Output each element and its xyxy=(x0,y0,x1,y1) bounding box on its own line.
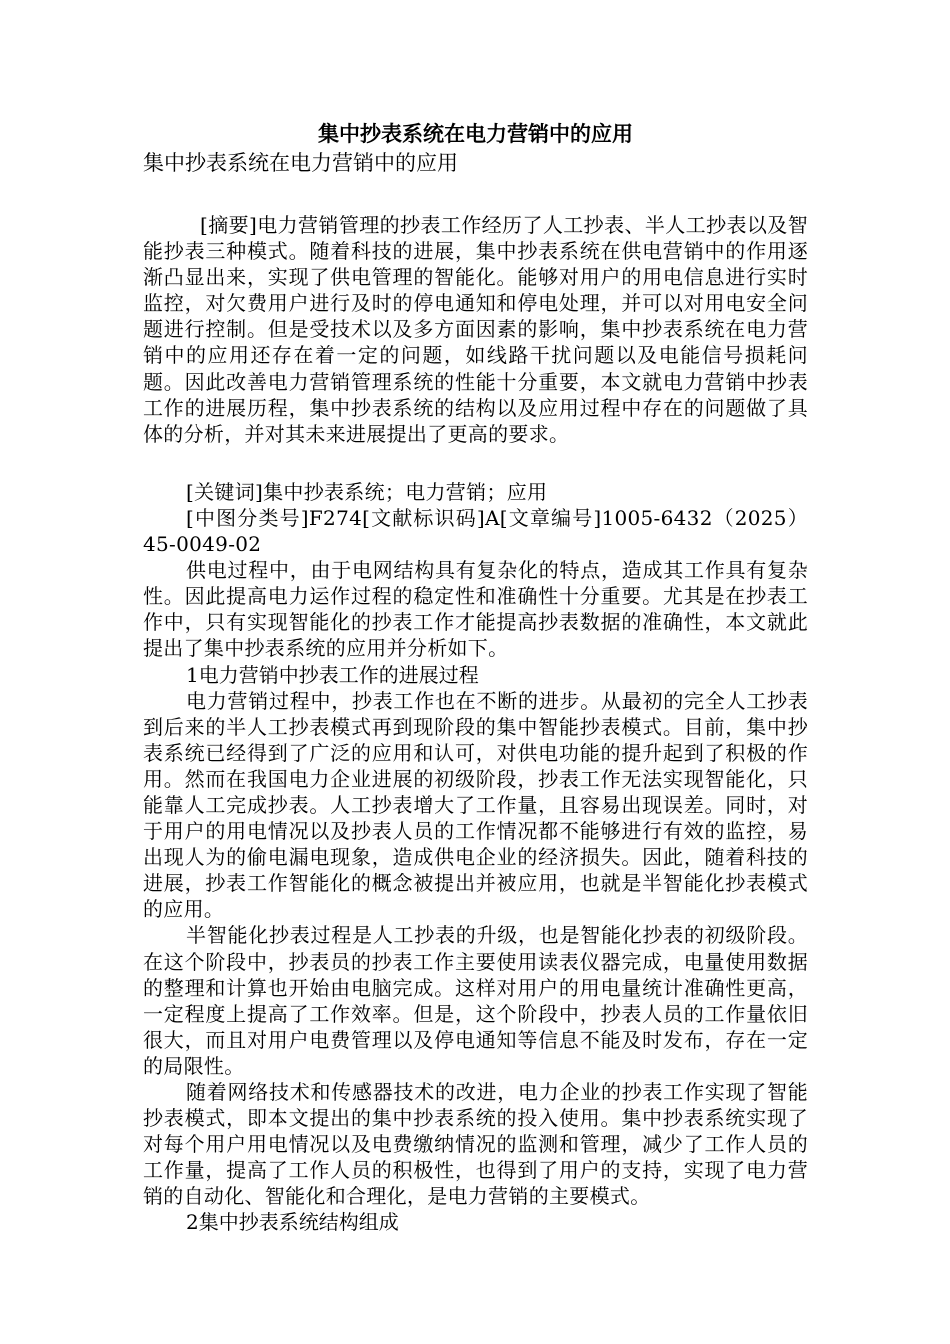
intro-paragraph: 供电过程中，由于电网结构具有复杂化的特点，造成其工作具有复杂性。因此提高电力运作过程的稳定性和准确性十分重要。尤其是在抄表工作中，只有实现智能化的抄表工作才能提高抄表数据的准确性，本文就此提出了集中抄表系统的应用并分析如下。 xyxy=(143,558,808,661)
keywords-line: [关键词]集中抄表系统；电力营销；应用 xyxy=(186,479,548,504)
spacer xyxy=(143,176,808,212)
abstract-paragraph: [摘要]电力营销管理的抄表工作经历了人工抄表、半人工抄表以及智能抄表三种模式。随着科技的进展，集中抄表系统在供电营销中的作用逐渐凸显出来，实现了供电管理的智能化。能够对用户的用电信息进行实时监控，对欠费用户进行及时的停电通知和停电处理，并可以对用电安全问题进行控制。但是受技术以及多方面因素的影响，集中抄表系统在电力营销中的应用还存在着一定的问题，如线路干扰问题以及电能信号损耗问题。因此改善电力营销管理系统的性能十分重要，本文就电力营销中抄表工作的进展历程，集中抄表系统的结构以及应用过程中存在的问题做了具体的分析，并对其未来进展提出了更高的要求。 xyxy=(143,213,808,446)
document-title: 集中抄表系统在电力营销中的应用 xyxy=(318,121,633,146)
section1-paragraph-2: 半智能化抄表过程是人工抄表的升级，也是智能化抄表的初级阶段。在这个阶段中，抄表员的抄表工作主要使用读表仪器完成，电量使用数据的整理和计算也开始由电脑完成。这样对用户的用电量统计准确性更高，一定程度上提高了工作效率。但是，这个阶段中，抄表人员的工作量依旧很大，而且对用户电费管理以及停电通知等信息不能及时发布，存在一定的局限性。 xyxy=(143,923,808,1078)
section-heading-1: 1电力营销中抄表工作的进展过程 xyxy=(186,662,479,687)
section-heading-2: 2集中抄表系统结构组成 xyxy=(186,1210,399,1235)
section1-paragraph-3: 随着网络技术和传感器技术的改进，电力企业的抄表工作实现了智能抄表模式，即本文提出的集中抄表系统的投入使用。集中抄表系统实现了对每个用户用电情况以及电费缴纳情况的监测和管理，减少了工作人员的工作量，提高了工作人员的积极性，也得到了用户的支持，实现了电力营销的自动化、智能化和合理化，是电力营销的主要模式。 xyxy=(143,1080,808,1209)
document-subtitle: 集中抄表系统在电力营销中的应用 xyxy=(143,151,458,175)
section1-paragraph-1: 电力营销过程中，抄表工作也在不断的进步。从最初的完全人工抄表到后来的半人工抄表模式再到现阶段的集中智能抄表模式。目前，集中抄表系统已经得到了广泛的应用和认可，对供电功能的提升起到了积极的作用。然而在我国电力企业进展的初级阶段，抄表工作无法实现智能化，只能靠人工完成抄表。人工抄表增大了工作量，且容易出现误差。同时，对于用户的用电情况以及抄表人员的工作情况都不能够进行有效的监控，易出现人为的偷电漏电现象，造成供电企业的经济损失。因此，随着科技的进展，抄表工作智能化的概念被提出并被应用，也就是半智能化抄表模式的应用。 xyxy=(143,688,808,922)
spacer xyxy=(143,447,808,479)
classification-line: [中图分类号]F274[文献标识码]A[文章编号]1005-6432（2025）45-0049-02 xyxy=(143,505,808,557)
document-page xyxy=(143,118,808,1236)
